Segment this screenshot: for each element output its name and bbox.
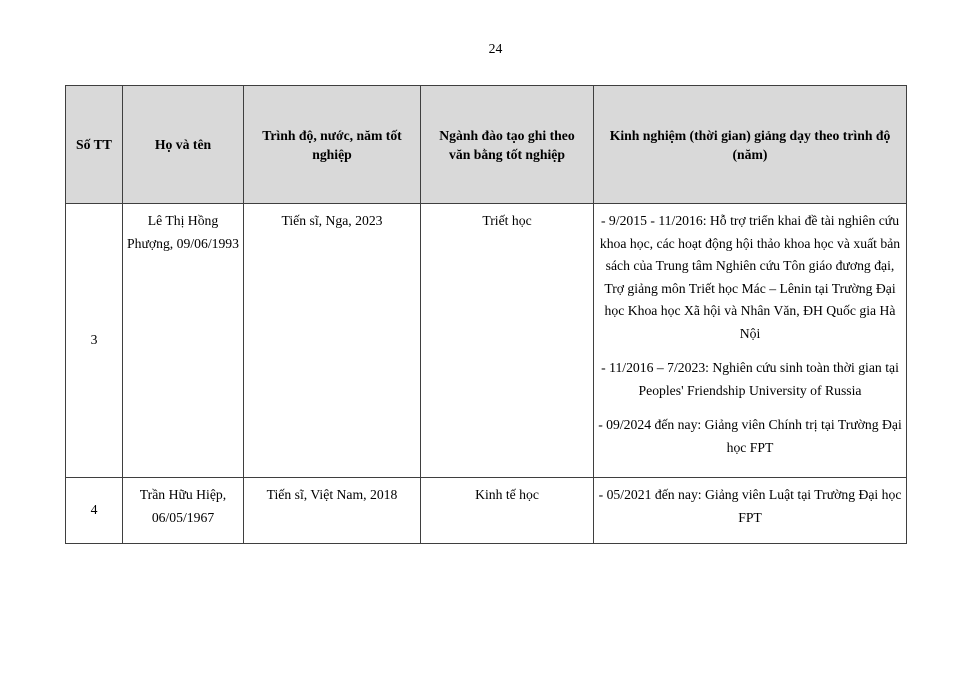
col-header-name: Họ và tên [123, 86, 244, 204]
faculty-table [65, 85, 907, 544]
cell-stt: 4 [66, 478, 123, 544]
cell-major: Kinh tế học [421, 478, 594, 544]
cell-degree: Tiến sĩ, Nga, 2023 [244, 204, 421, 478]
col-header-major: Ngành đào tạo ghi theo văn bằng tốt nghiệp [421, 86, 594, 204]
cell-major: Triết học [421, 204, 594, 478]
cell-degree: Tiến sĩ, Việt Nam, 2018 [244, 478, 421, 544]
page-number [0, 41, 960, 57]
cell-name: Trần Hữu Hiệp, 06/05/1967 [123, 478, 244, 544]
col-header-experience: Kinh nghiệm (thời gian) giảng dạy theo trình độ (năm) [594, 86, 907, 204]
cell-experience [594, 204, 907, 478]
experience-paragraph: - 9/2015 - 11/2016: Hỗ trợ triển khai đề tài nghiên cứu khoa học, các hoạt động hội thảo khoa học và xuất bản sách của Trung tâm Nghiên cứu Tôn giáo đương đại, Trợ giảng môn Triết học Mác – Lênin tại Trường Đại học Khoa học Xã hội và Nhân Văn, ĐH Quốc gia Hà Nội [599, 213, 901, 341]
experience-paragraph: - 05/2021 đến nay: Giảng viên Luật tại Trường Đại học FPT [598, 487, 902, 525]
cell-stt: 3 [66, 204, 123, 478]
table-row [66, 204, 907, 478]
table-header-row [66, 86, 907, 204]
experience-paragraph: - 11/2016 – 7/2023: Nghiên cứu sinh toàn thời gian tại Peoples' Friendship University of Russia [601, 360, 899, 398]
page-number-text: 24 [488, 41, 503, 56]
cell-experience [594, 478, 907, 544]
table-row [66, 478, 907, 544]
col-header-stt: Số TT [66, 86, 123, 204]
col-header-degree: Trình độ, nước, năm tốt nghiệp [244, 86, 421, 204]
experience-paragraph: - 09/2024 đến nay: Giảng viên Chính trị tại Trường Đại học FPT [598, 417, 902, 455]
cell-name: Lê Thị Hồng Phượng, 09/06/1993 [123, 204, 244, 478]
